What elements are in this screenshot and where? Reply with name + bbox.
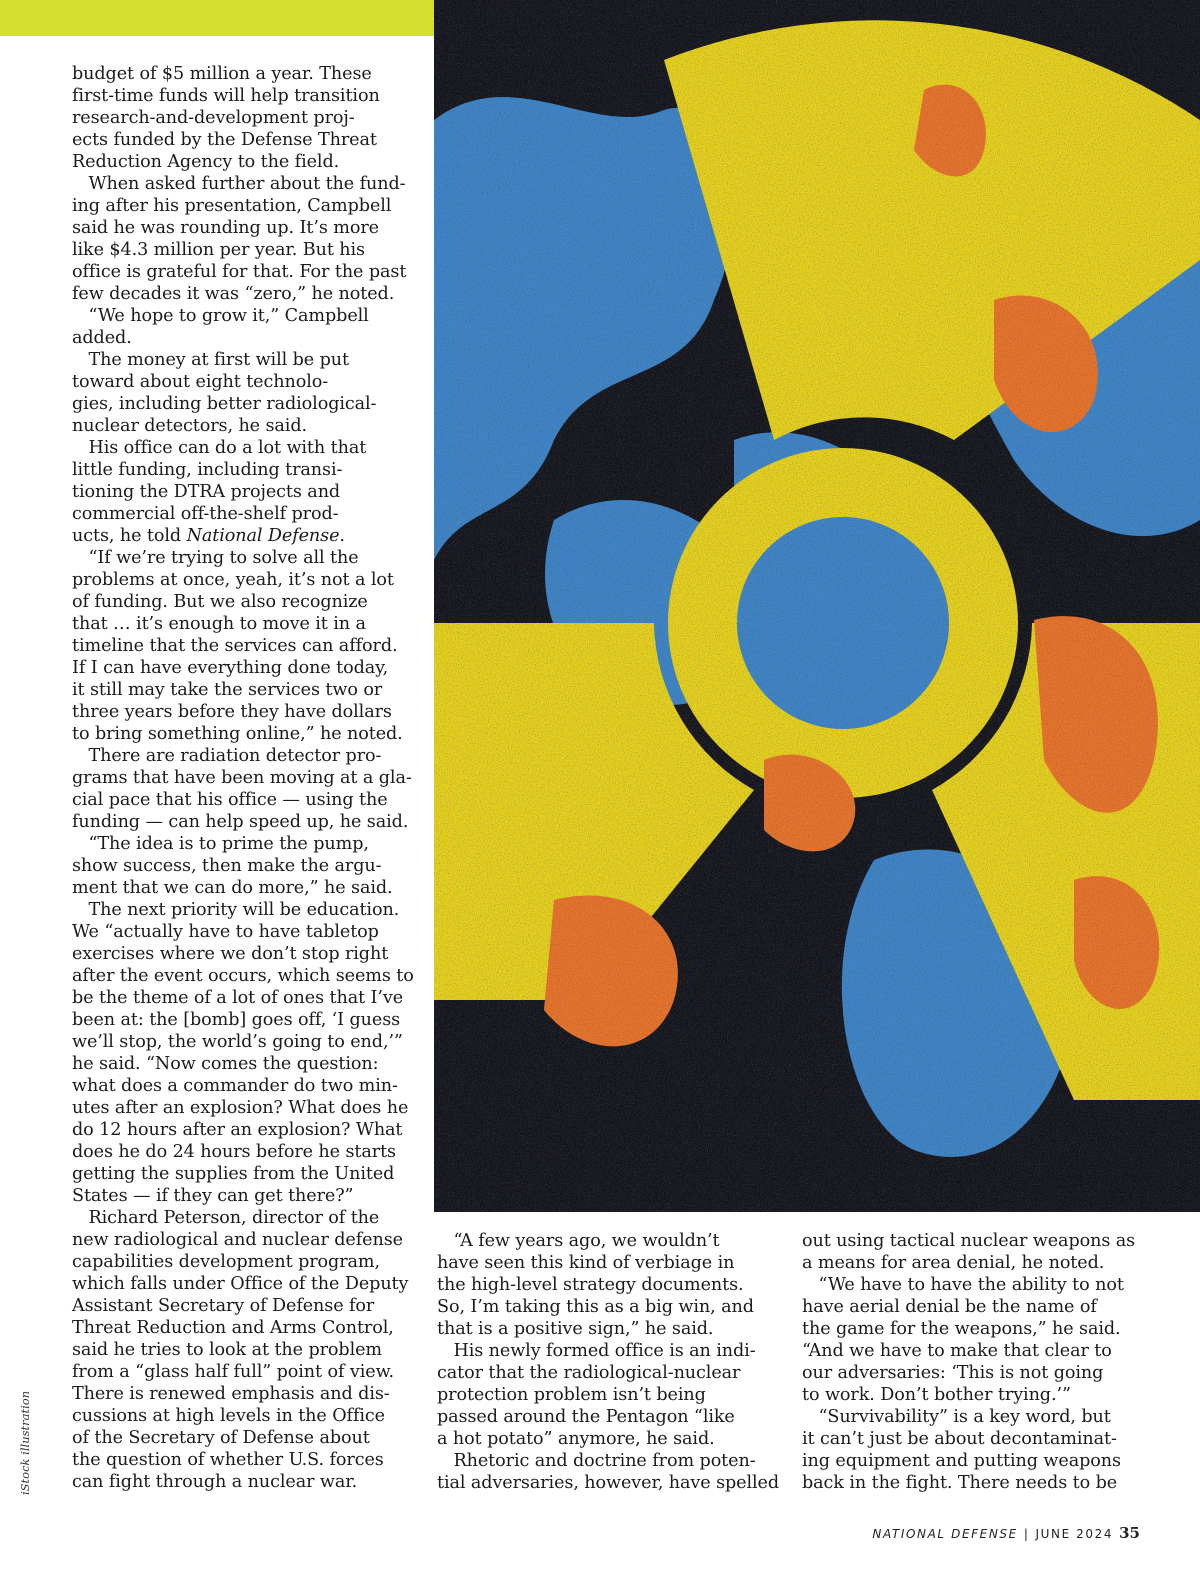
text-line: does he do 24 hours before he starts [72, 1142, 396, 1162]
text-line: three years before they have dollars [72, 702, 392, 722]
text-line: problems at once, yeah, it’s not a lot [72, 570, 394, 590]
text-line: Threat Reduction and Arms Control, [72, 1318, 394, 1338]
text-line: ects funded by the Defense Threat [72, 130, 377, 150]
text-line: “A few years ago, we wouldn’t [437, 1231, 720, 1251]
text-line: Assistant Secretary of Defense for [72, 1296, 375, 1316]
text-line: we’ll stop, the world’s going to end,’” [72, 1032, 403, 1052]
text-line: have aerial denial be the name of [802, 1297, 1097, 1317]
radiation-world-map-art [434, 0, 1200, 1212]
text-line: So, I’m taking this as a big win, and [437, 1297, 754, 1317]
text-line: said he was rounding up. It’s more [72, 218, 379, 238]
text-line: to bring something online,” he noted. [72, 724, 403, 744]
footer-separator: | [1023, 1527, 1030, 1541]
text-line: been at: the [bomb] goes off, ‘I guess [72, 1010, 401, 1030]
text-line: There are radiation detector pro- [72, 746, 382, 766]
text-line: new radiological and nuclear defense [72, 1230, 403, 1250]
text-line: to work. Don’t bother trying.’” [802, 1385, 1071, 1405]
text-line: budget of $5 million a year. These [72, 64, 372, 84]
text-line: from a “glass half full” point of view. [72, 1362, 394, 1382]
text-line: States — if they can get there?” [72, 1186, 354, 1206]
text-line: out using tactical nuclear weapons as [802, 1231, 1136, 1251]
text-line: The next priority will be education. [72, 900, 400, 920]
text-line: commercial off-the-shelf prod- [72, 504, 339, 524]
text-line: When asked further about the fund- [72, 174, 406, 194]
text-line: back in the fight. There needs to be [802, 1473, 1118, 1493]
text-line: tioning the DTRA projects and [72, 482, 341, 502]
page-footer [872, 1524, 1140, 1542]
text-line: His newly formed office is an indi- [437, 1341, 756, 1361]
text-line: “We hope to grow it,” Campbell [72, 306, 369, 326]
text-line: nuclear detectors, he said. [72, 416, 307, 436]
text-line: the question of whether U.S. forces [72, 1450, 384, 1470]
text-line: cial pace that his office — using the [72, 790, 388, 810]
text-line: said he tries to look at the problem [72, 1340, 383, 1360]
text-line: a hot potato” anymore, he said. [437, 1429, 715, 1449]
text-line: can fight through a nuclear war. [72, 1472, 358, 1492]
photo-credit: iStock illustration [18, 1390, 32, 1495]
text-line: passed around the Pentagon “like [437, 1407, 735, 1427]
text-line: the high-level strategy documents. [437, 1275, 744, 1295]
text-line: cator that the radiological-nuclear [437, 1363, 741, 1383]
text-line: it still may take the services two or [72, 680, 383, 700]
issue-date: JUNE 2024 [1035, 1527, 1114, 1541]
text-line: protection problem isn’t being [437, 1385, 706, 1405]
text-line: His office can do a lot with that [72, 438, 367, 458]
page-number: 35 [1119, 1524, 1140, 1542]
text-line: Reduction Agency to the field. [72, 152, 340, 172]
accent-color-bar [0, 0, 434, 36]
text-line: We “actually have to have tabletop [72, 922, 379, 942]
text-line: ing equipment and putting weapons [802, 1451, 1121, 1471]
text-line: “If we’re trying to solve all the [72, 548, 359, 568]
text-line: ment that we can do more,” he said. [72, 878, 393, 898]
text-line: The money at first will be put [72, 350, 349, 370]
text-line: cussions at high levels in the Office [72, 1406, 385, 1426]
text-line: toward about eight technolo- [72, 372, 329, 392]
text-line: If I can have everything done today, [72, 658, 389, 678]
article-column-1 [72, 63, 414, 1493]
text-line: little funding, including transi- [72, 460, 343, 480]
text-line: grams that have been moving at a gla- [72, 768, 412, 788]
text-line: that … it’s enough to move it in a [72, 614, 366, 634]
text-line: Rhetoric and doctrine from poten- [437, 1451, 756, 1471]
text-line: funding — can help speed up, he said. [72, 812, 409, 832]
text-line: “And we have to make that clear to [802, 1341, 1112, 1361]
radiation-symbol-illustration [434, 0, 1200, 1212]
text-line: capabilities development program, [72, 1252, 380, 1272]
text-line: utes after an explosion? What does he [72, 1098, 409, 1118]
text-line: research-and-development proj- [72, 108, 355, 128]
text-line: There is renewed emphasis and dis- [72, 1384, 390, 1404]
text-line: getting the supplies from the United [72, 1164, 395, 1184]
text-line: show success, then make the argu- [72, 856, 382, 876]
text-line: timeline that the services can afford. [72, 636, 398, 656]
text-line: exercises where we don’t stop right [72, 944, 389, 964]
text-line: added. [72, 328, 132, 348]
text-line: ucts, he told National Defense. [72, 526, 345, 546]
text-line: what does a commander do two min- [72, 1076, 398, 1096]
text-line: first-time funds will help transition [72, 86, 380, 106]
text-line: gies, including better radiological- [72, 394, 377, 414]
text-line: “We have to have the ability to not [802, 1275, 1124, 1295]
text-line: office is grateful for that. For the past [72, 262, 407, 282]
text-line: of funding. But we also recognize [72, 592, 368, 612]
text-line: few decades it was “zero,” he noted. [72, 284, 395, 304]
text-line: have seen this kind of verbiage in [437, 1253, 735, 1273]
publication-name: NATIONAL DEFENSE [872, 1527, 1018, 1541]
article-column-3 [802, 1230, 1135, 1494]
text-line: like $4.3 million per year. But his [72, 240, 365, 260]
text-line: it can’t just be about decontaminat- [802, 1429, 1117, 1449]
text-line: after the event occurs, which seems to [72, 966, 414, 986]
text-line: be the theme of a lot of ones that I’ve [72, 988, 404, 1008]
text-line: tial adversaries, however, have spelled [437, 1473, 780, 1493]
text-line: the game for the weapons,” he said. [802, 1319, 1121, 1339]
text-line: do 12 hours after an explosion? What [72, 1120, 403, 1140]
text-line: of the Secretary of Defense about [72, 1428, 370, 1448]
text-line: that is a positive sign,” he said. [437, 1319, 714, 1339]
text-line: “The idea is to prime the pump, [72, 834, 369, 854]
text-line: “Survivability” is a key word, but [802, 1407, 1111, 1427]
text-line: which falls under Office of the Deputy [72, 1274, 409, 1294]
article-column-2 [437, 1230, 779, 1494]
text-line: Richard Peterson, director of the [72, 1208, 380, 1228]
text-line: our adversaries: ‘This is not going [802, 1363, 1104, 1383]
text-line: ing after his presentation, Campbell [72, 196, 392, 216]
text-line: a means for area denial, he noted. [802, 1253, 1105, 1273]
text-line: he said. “Now comes the question: [72, 1054, 379, 1074]
